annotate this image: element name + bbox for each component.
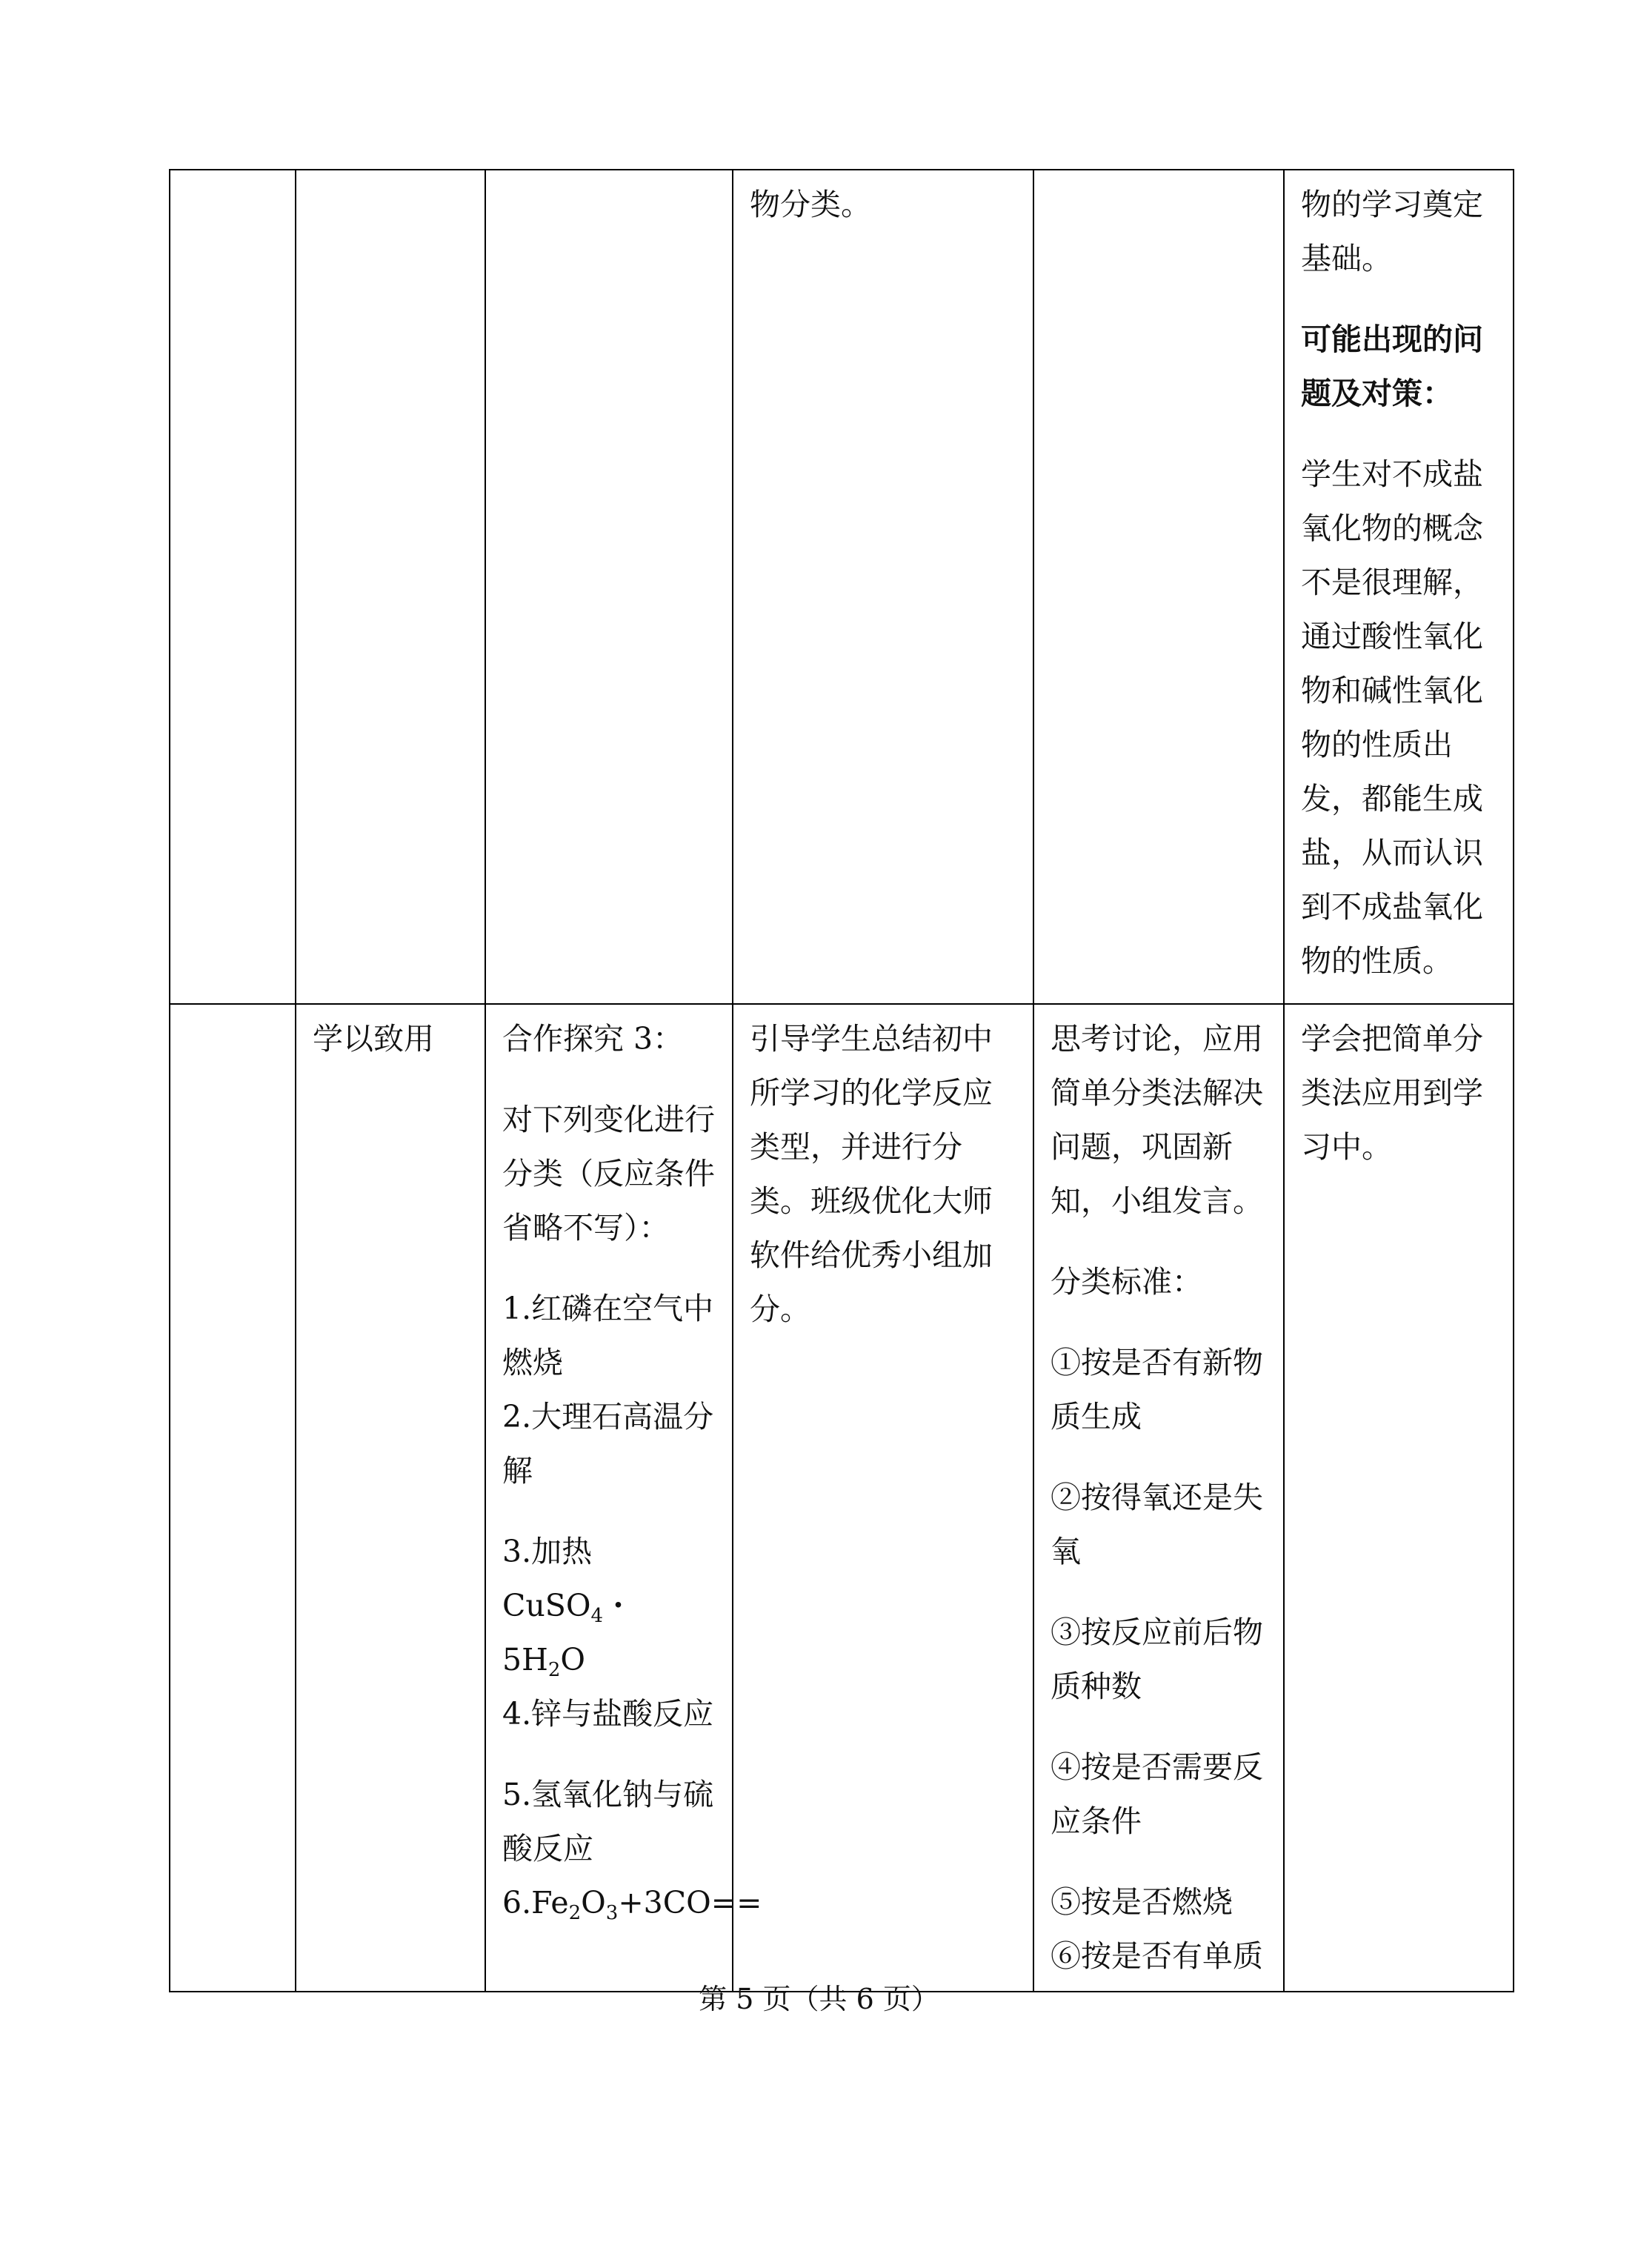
list-item: 2.大理石高温分解: [502, 1399, 714, 1489]
cell-text: 物的学习奠定基础。: [1301, 187, 1483, 276]
criteria-item: ③按反应前后物质种数: [1051, 1614, 1263, 1704]
problems-heading: 可能出现的问题及对策：: [1301, 322, 1483, 411]
cell-text: 思考讨论，应用简单分类法解决问题，巩固新知，小组发言。: [1051, 1021, 1263, 1219]
criteria-item: ④按是否需要反应条件: [1051, 1749, 1263, 1839]
criteria-item: ①按是否有新物质生成: [1051, 1345, 1263, 1434]
table-cell-empty: [485, 170, 733, 1004]
activity-intro: 对下列变化进行分类（反应条件省略不写）：: [502, 1102, 715, 1246]
cell-text: 物分类。: [750, 187, 871, 222]
table-cell-empty: [1033, 170, 1284, 1004]
table-cell-empty: [170, 170, 296, 1004]
table-cell-student-activity: [1033, 1004, 1284, 1992]
table-cell-empty: [296, 170, 485, 1004]
table-cell-design-intent: [1284, 170, 1514, 1004]
list-item: 4.锌与盐酸反应: [502, 1696, 714, 1732]
criteria-item: ②按得氧还是失氧: [1051, 1480, 1263, 1569]
criteria-item: ⑥按是否有单质: [1051, 1938, 1263, 1974]
activity-title: 合作探究 3：: [502, 1021, 684, 1057]
list-item: 3.加热: [502, 1534, 593, 1569]
table-row: [170, 1004, 1514, 1992]
table-cell-teacher-activity: [733, 170, 1033, 1004]
table-row: [170, 170, 1514, 1004]
formula-cuso4: CuSO$_4$・$5H_2O$: [502, 1588, 634, 1681]
table-cell-teacher-activity: [733, 1004, 1033, 1992]
list-item: 1.红磷在空气中燃烧: [502, 1291, 714, 1380]
cell-text: 学生对不成盐氧化物的概念不是很理解，通过酸性氧化物和碱性氧化物的性质出发，都能生成盐，从而认识到不成盐氧化物的性质。: [1301, 456, 1483, 979]
lesson-plan-table: [169, 169, 1514, 1992]
criteria-item: ⑤按是否燃烧: [1051, 1884, 1233, 1920]
table-cell-empty: [170, 1004, 296, 1992]
list-item: 5.氢氧化钠与硫酸反应: [502, 1777, 714, 1866]
cell-text: 引导学生总结初中所学习的化学反应类型，并进行分类。班级优化大师软件给优秀小组加分。: [750, 1021, 993, 1327]
criteria-label: 分类标准：: [1051, 1264, 1202, 1300]
table-cell-content: [485, 1004, 762, 1992]
page-footer: 第 5 页（共 6 页）: [699, 1983, 939, 2015]
table-cell-design-intent: [1284, 1004, 1514, 1992]
table-cell-stage: [296, 1004, 485, 1992]
stage-label: 学以致用: [313, 1021, 434, 1057]
cell-text: 学会把简单分类法应用到学习中。: [1301, 1021, 1483, 1165]
formula-fe2o3: $6.Fe_2O_3+3CO==$: [502, 1885, 762, 1924]
